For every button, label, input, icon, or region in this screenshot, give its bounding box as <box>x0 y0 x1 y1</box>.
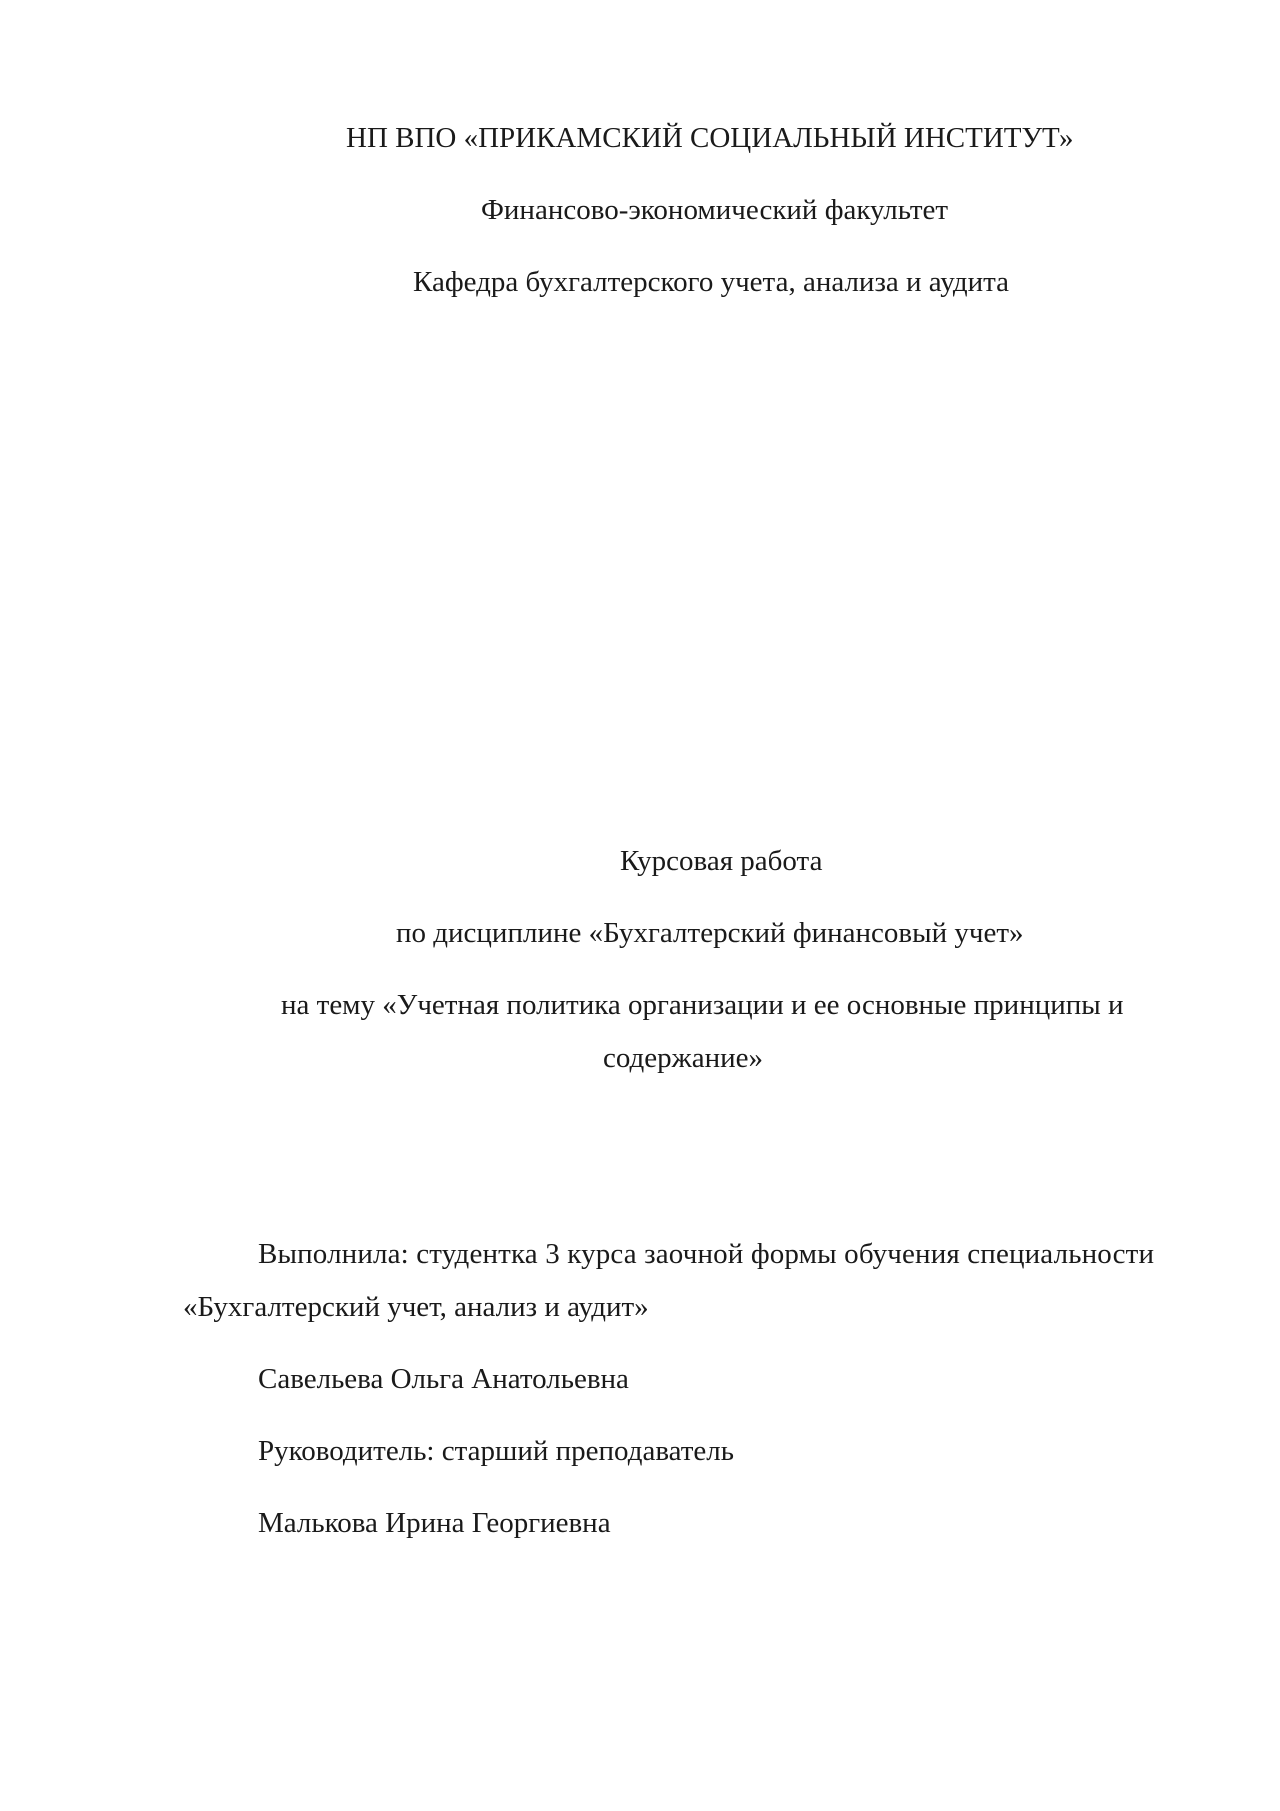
student-name: Савельева Ольга Анатольевна <box>258 1363 629 1395</box>
topic-line-1: на тему «Учетная политика организации и ее основные принципы и <box>281 989 1124 1021</box>
faculty-name: Финансово-экономический факультет <box>481 194 949 226</box>
topic-line-2: содержание» <box>603 1042 763 1074</box>
performed-by-line-2: «Бухгалтерский учет, анализ и аудит» <box>183 1291 649 1323</box>
work-type: Курсовая работа <box>620 845 823 877</box>
supervisor-label: Руководитель: старший преподаватель <box>258 1435 734 1467</box>
performed-by-line-1: Выполнила: студентка 3 курса заочной формы обучения специальности <box>258 1238 1155 1270</box>
discipline: по дисциплине «Бухгалтерский финансовый учет» <box>396 917 1024 949</box>
institute-name: НП ВПО «ПРИКАМСКИЙ СОЦИАЛЬНЫЙ ИНСТИТУТ» <box>346 122 1074 154</box>
department-name: Кафедра бухгалтерского учета, анализа и аудита <box>413 266 1010 298</box>
supervisor-name: Малькова Ирина Георгиевна <box>258 1507 611 1539</box>
